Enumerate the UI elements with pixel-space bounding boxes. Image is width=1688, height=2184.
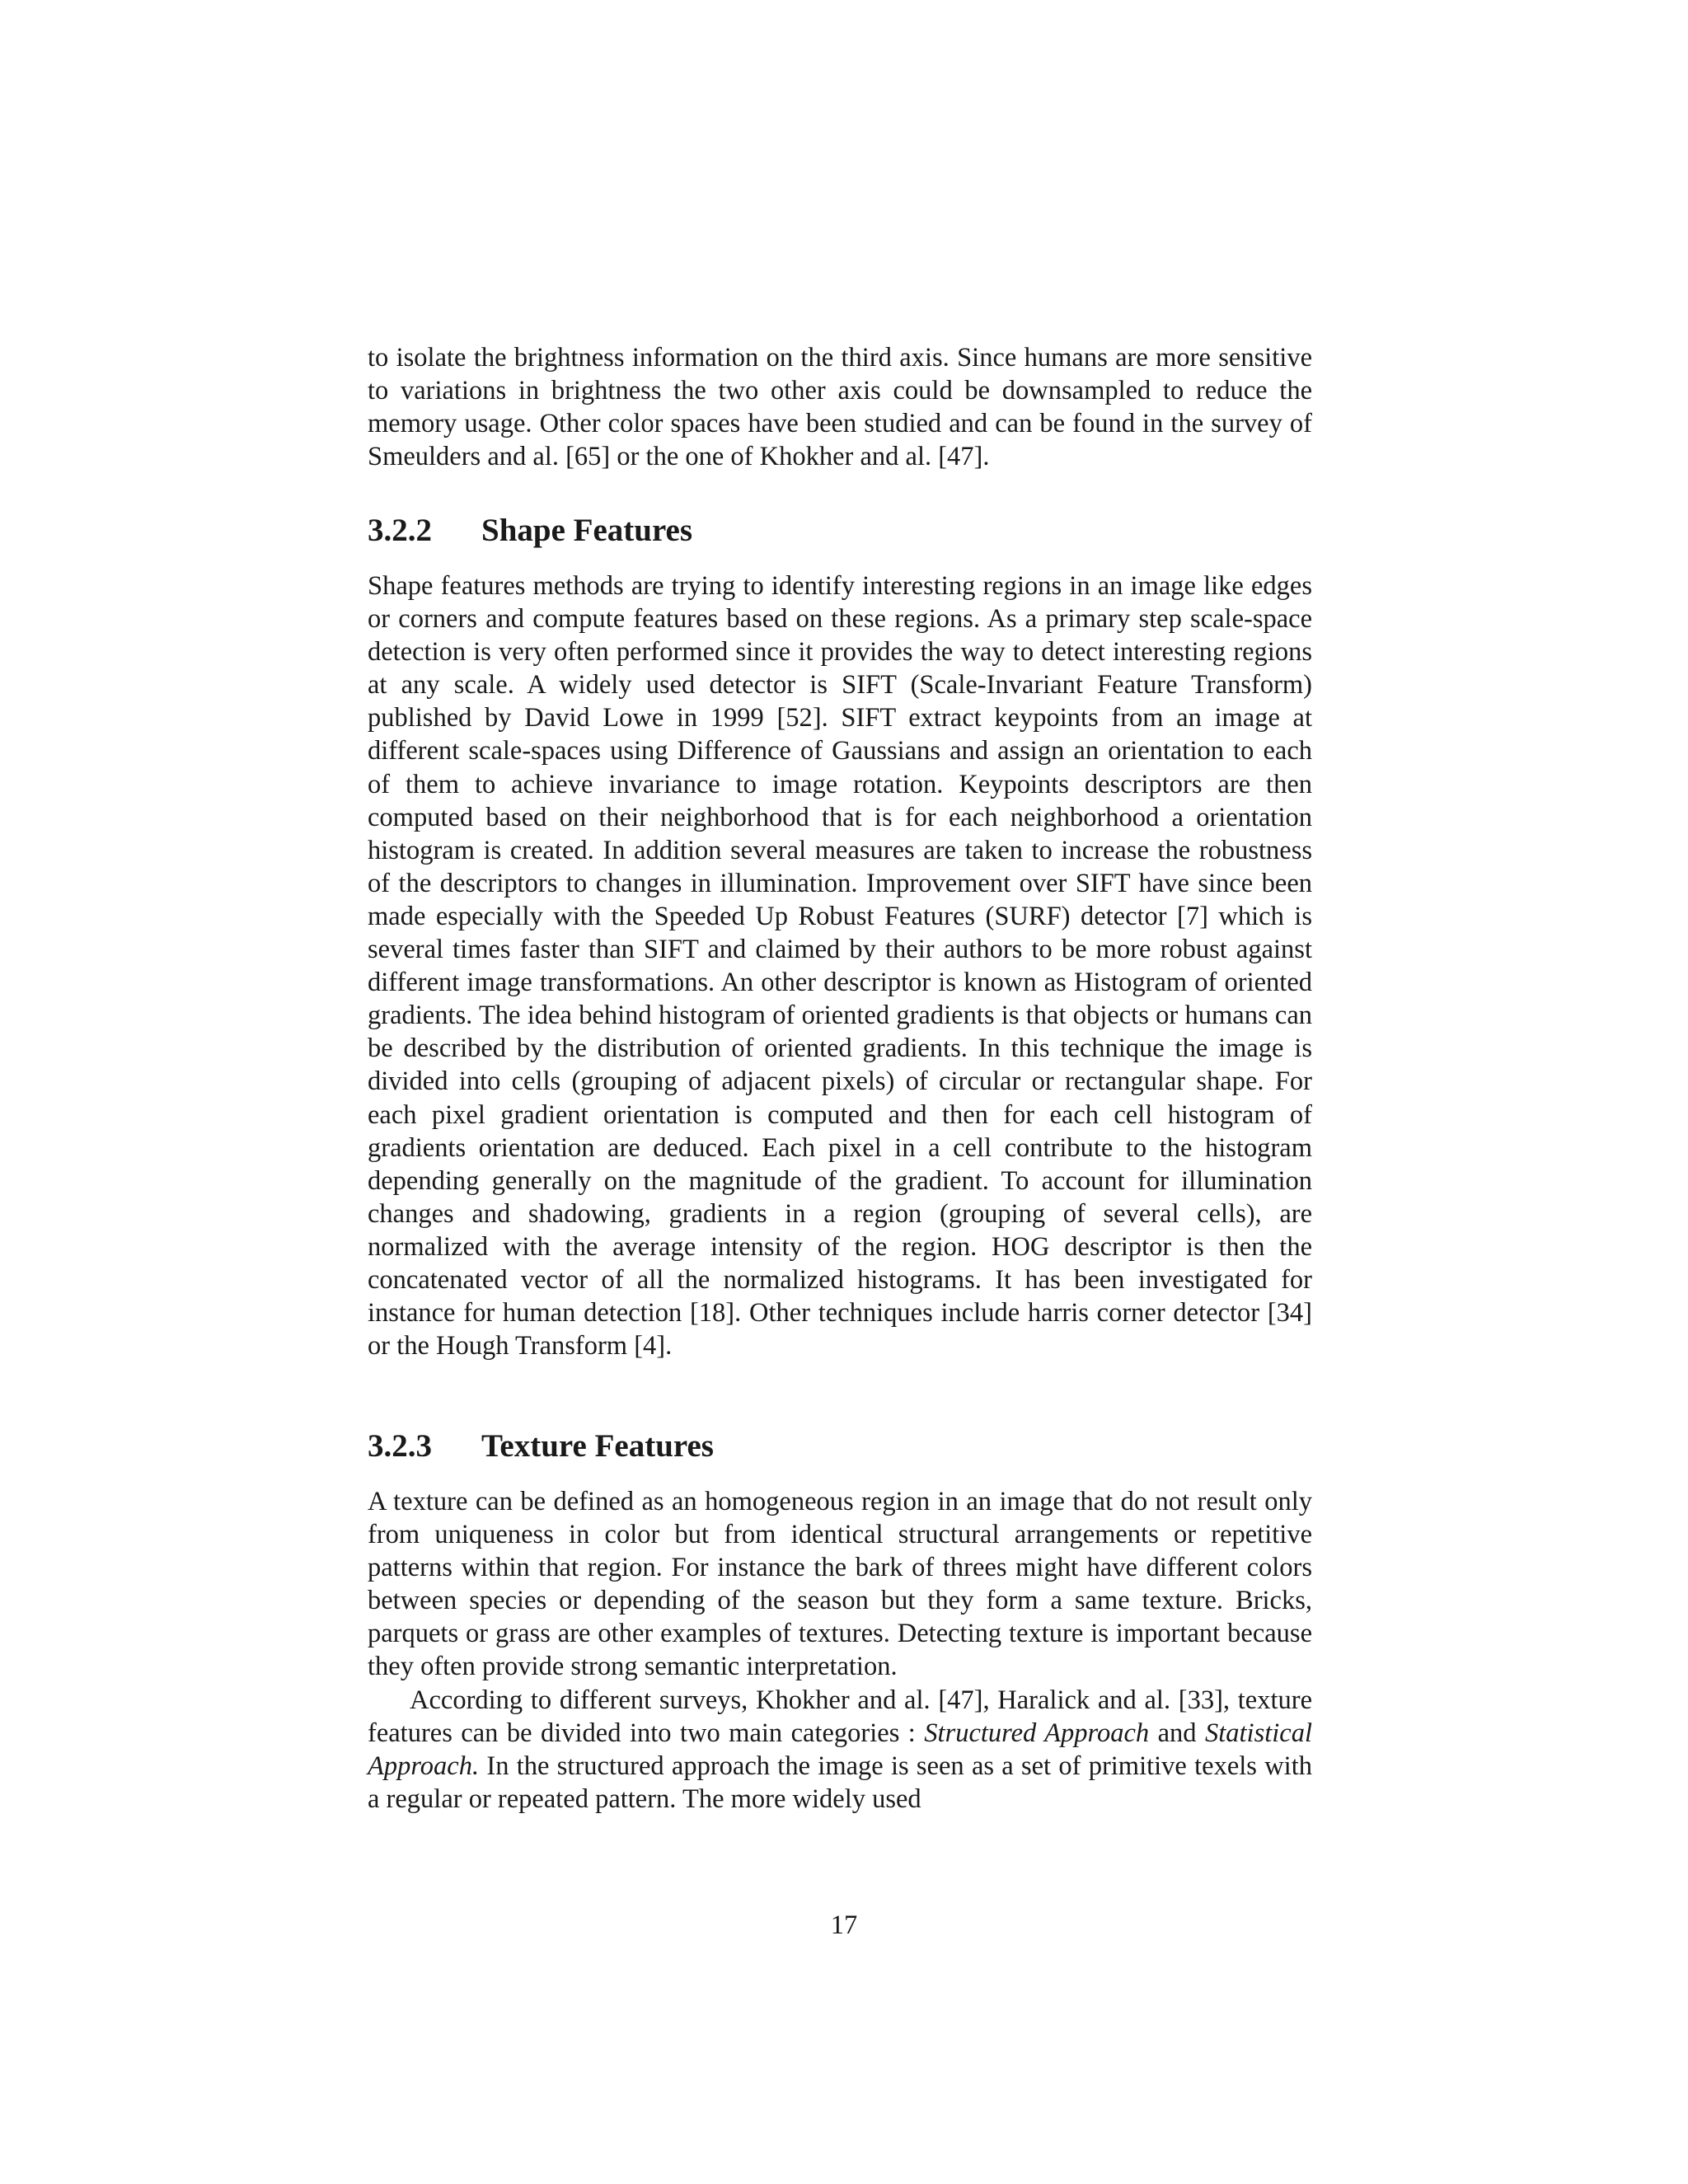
section-title: Texture Features [481,1428,714,1464]
emphasis-structured-approach: Structured Approach [924,1718,1150,1748]
texture-features-paragraph-2 [368,1684,1312,1816]
intro-paragraph-block [368,341,1312,473]
page-number: 17 [830,1910,858,1940]
shape-features-body [368,569,1312,1362]
paragraph-text: In the structured approach the image is seen as a set of primitive texels with a regular or repeated pattern. The more widely used [368,1750,1312,1814]
paragraph-text: and [1149,1718,1205,1748]
texture-features-body [368,1485,1312,1816]
shape-features-paragraph: Shape features methods are trying to identify interesting regions in an image like edges or corners and compute features based on these regions. As a primary step scale-space detection is very often performed since it provides the way to detect interesting regions at any scale. A widely used detector is SIFT (Scale-Invariant Feature Transform) published by David Lowe in 1999 [52]. SIFT extract keypoints from an image at different scale-spaces using Difference of Gaussians and assign an orientation to each of them to achieve invariance to image rotation. Keypoints descriptors are then computed based on their neighborhood that is for each neighborhood a orientation histogram is created. In addition several measures are taken to increase the robustness of the descriptors to changes in illumination. Improvement over SIFT have since been made especially with the Speeded Up Robust Features (SURF) detector [7] which is several times faster than SIFT and claimed by their authors to be more robust against different image transformations. An other descriptor is known as Histogram of oriented gradients. The idea behind histogram of oriented gradients is that objects or humans can be described by the distribution of oriented gradients. In this technique the image is divided into cells (grouping of adjacent pixels) of circular or rectangular shape. For each pixel gradient orientation is computed and then for each cell histogram of gradients orientation are deduced. Each pixel in a cell contribute to the histogram depending generally on the magnitude of the gradient. To account for illumination changes and shadowing, gradients in a region (grouping of several cells), are normalized with the average intensity of the region. HOG descriptor is then the concatenated vector of all the normalized histograms. It has been investigated for instance for human detection [18]. Other techniques include harris corner detector [34] or the Hough Transform [4]. [368,571,1312,1361]
section-heading-texture-features [368,1427,714,1466]
section-heading-shape-features [368,511,692,551]
section-number: 3.2.2 [368,513,432,548]
emphasis-statistical-approach: Statistical Approach. [368,1718,1312,1781]
texture-features-paragraph-1: A texture can be defined as an homogeneous region in an image that do not result only from uniqueness in color but from identical structural arrangements or repetitive patterns within that region. For instance the bark of threes might have different colors between species or depending of the season but they form a same texture. Bricks, parquets or grass are other examples of textures. Detecting texture is important because they often provide strong semantic interpretation. [368,1487,1312,1682]
section-number: 3.2.3 [368,1428,432,1464]
intro-paragraph: to isolate the brightness information on the third axis. Since humans are more sensitive to variations in brightness the two other axis could be downsampled to reduce the memory usage. Other color spaces have been studied and can be found in the survey of Smeulders and al. [65] or the one of Khokher and al. [47]. [368,343,1312,472]
paragraph-text: According to different surveys, Khokher and al. [47], Haralick and al. [33], texture features can be divided into two main categories : [368,1685,1312,1748]
section-title: Shape Features [481,513,693,548]
